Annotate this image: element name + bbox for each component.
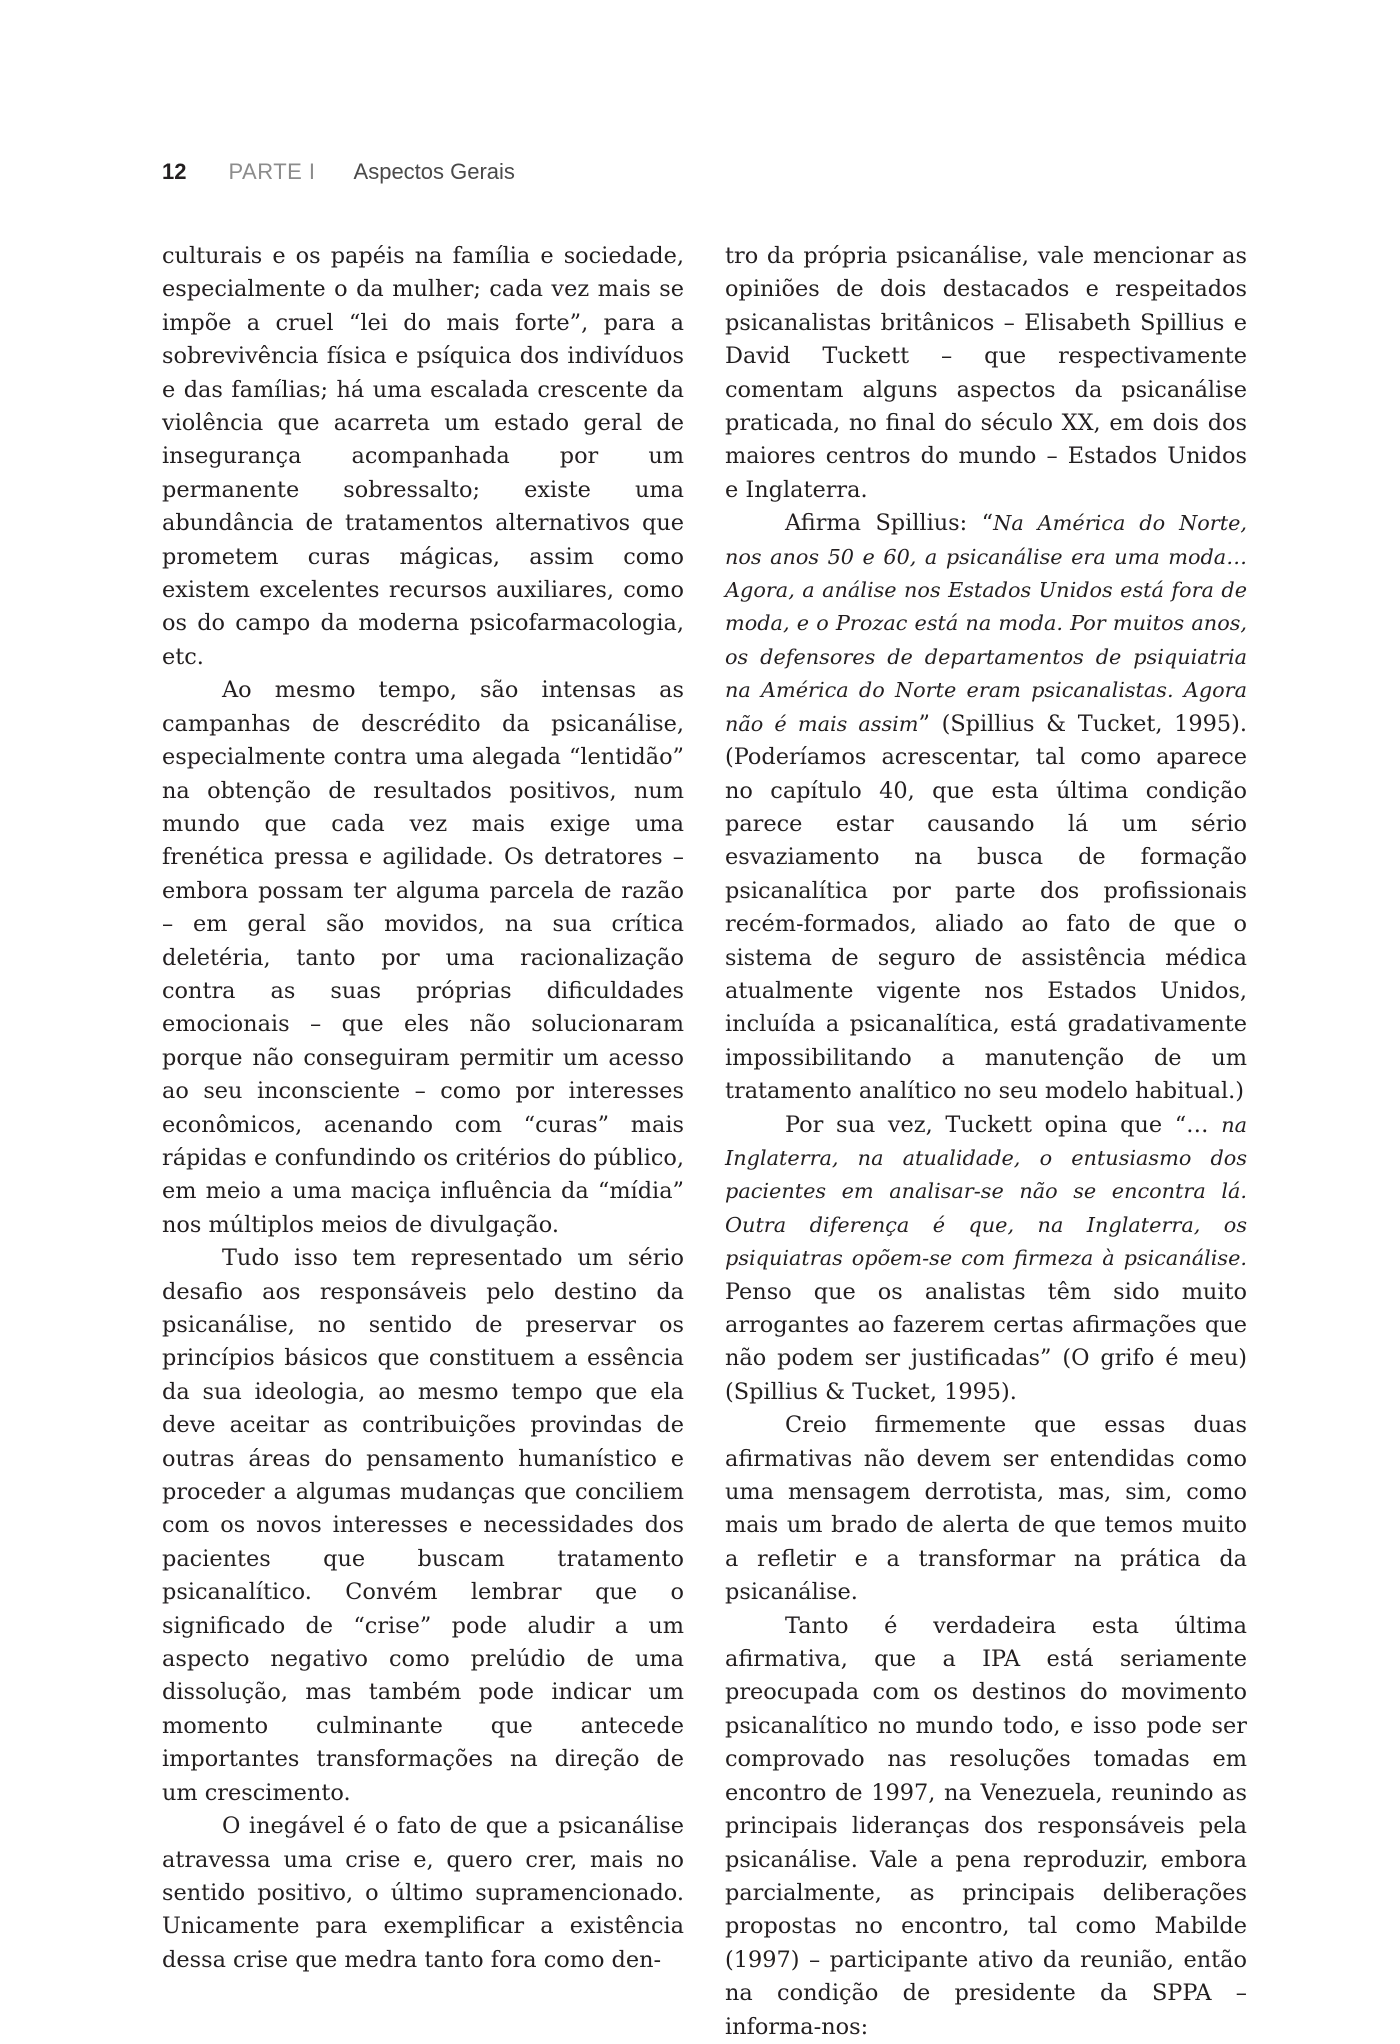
left-paragraph-4: O inegável é o fato de que a psicanálise atravessa uma crise e, quero crer, mais no sentido positivo, o último supramencionado. Unicamente para exemplificar a existência dessa crise que medra tanto fora como den-	[162, 1813, 684, 1973]
right-paragraph-2	[725, 507, 1247, 1108]
section-title: Aspectos Gerais	[353, 159, 515, 184]
page-number: 12	[162, 159, 187, 184]
part-label: PARTE I	[228, 159, 316, 184]
spillius-intro: Afirma Spillius: “	[785, 510, 994, 537]
running-head	[162, 158, 515, 186]
right-paragraph-1: tro da própria psicanálise, vale mencionar as opiniões de dois destacados e respeitados psicanalistas britânicos – Elisabeth Spillius e David Tuckett – que respectivamente comentam alguns aspectos da psicanálise praticada, no final do século XX, em dois dos maiores centros do mundo – Estados Unidos e Inglaterra.	[725, 243, 1247, 503]
tuckett-intro: Por sua vez, Tuckett opina que “…	[785, 1111, 1222, 1138]
right-column	[725, 240, 1247, 2044]
left-paragraph-3: Tudo isso tem representado um sério desafio aos responsáveis pelo destino da psicanálise, no sentido de preservar os princípios básicos que constituem a essência da sua ideologia, ao mesmo tempo que ela deve aceitar as contribuições provindas de outras áreas do pensamento humanístico e proceder a algumas mudanças que conciliem com os novos interesses e necessidades dos pacientes que buscam tratamento psicanalítico. Convém lembrar que o significado de “crise” pode aludir a um aspecto negativo como prelúdio de uma dissolução, mas também pode indicar um momento culminante que antecede importantes transformações na direção de um crescimento.	[162, 1245, 684, 1806]
tuckett-quote: na Inglaterra, na atualidade, o entusiasmo dos pacientes em analisar-se não se encontra lá. Outra diferença é que, na Inglaterra, os psiquiatras opõem-se com firmeza à psicanálise.	[725, 1112, 1247, 1271]
spillius-quote: Na América do Norte, nos anos 50 e 60, a psicanálise era uma moda… Agora, a análise nos Estados Unidos está fora de moda, e o Prozac está na moda. Por muitos anos, os defensores de departamentos de psiquiatria na América do Norte eram psicanalistas. Agora não é mais assim	[725, 511, 1248, 736]
right-paragraph-5: Tanto é verdadeira esta última afirmativa, que a IPA está seriamente preocupada com os destinos do movimento psicanalítico no mundo todo, e isso pode ser comprovado nas resoluções tomadas em encontro de 1997, na Venezuela, reunindo as principais lideranças dos responsáveis pela psicanálise. Vale a pena reproduzir, embora parcialmente, as principais deliberações propostas no encontro, tal como Mabilde (1997) – participante ativo da reunião, então na condição de presidente da SPPA – informa-nos:	[725, 1612, 1247, 2040]
right-paragraph-4: Creio firmemente que essas duas afirmativas não devem ser entendidas como uma mensagem derrotista, mas, sim, como mais um brado de alerta de que temos muito a refletir e a transformar na prática da psicanálise.	[725, 1412, 1247, 1606]
left-column	[162, 240, 684, 1977]
left-paragraph-2: Ao mesmo tempo, são intensas as campanhas de descrédito da psicanálise, especialmente contra uma alegada “lentidão” na obtenção de resultados positivos, num mundo que cada vez mais exige uma frenética pressa e agilidade. Os detratores – embora possam ter alguma parcela de razão – em geral são movidos, na sua crítica deletéria, tanto por uma racionalização contra as suas próprias dificuldades emocionais – que eles não solucionaram porque não conseguiram permitir um acesso ao seu inconsciente – como por interesses econômicos, acenando com “curas” mais rápidas e confundindo os critérios do público, em meio a uma maciça influência da “mídia” nos múltiplos meios de divulgação.	[162, 677, 684, 1238]
left-paragraph-1: culturais e os papéis na família e sociedade, especialmente o da mulher; cada vez mais se impõe a cruel “lei do mais forte”, para a sobrevivência física e psíquica dos indivíduos e das famílias; há uma escalada crescente da violência que acarreta um estado geral de insegurança acompanhada por um permanente sobressalto; existe uma abundância de tratamentos alternativos que prometem curas mágicas, assim como existem excelentes recursos auxiliares, como os do campo da moderna psicofarmacologia, etc.	[162, 243, 684, 670]
spillius-rest: ” (Spillius & Tucket, 1995). (Poderíamos acrescentar, tal como aparece no capítulo 40, que esta última condição parece estar causando lá um sério esvaziamento na busca de formação psicanalítica por parte dos profissionais recém-formados, aliado ao fato de que o sistema de seguro de assistência médica atualmente vigente nos Estados Unidos, incluída a psicanalítica, está gradativamente impossibilitando a manutenção de um tratamento analítico no seu modelo habitual.)	[725, 710, 1247, 1105]
tuckett-rest: Penso que os analistas têm sido muito arrogantes ao fazerem certas afirmações que não podem ser justificadas” (O grifo é meu) (Spillius & Tucket, 1995).	[725, 1278, 1247, 1405]
right-paragraph-3	[725, 1109, 1247, 1410]
